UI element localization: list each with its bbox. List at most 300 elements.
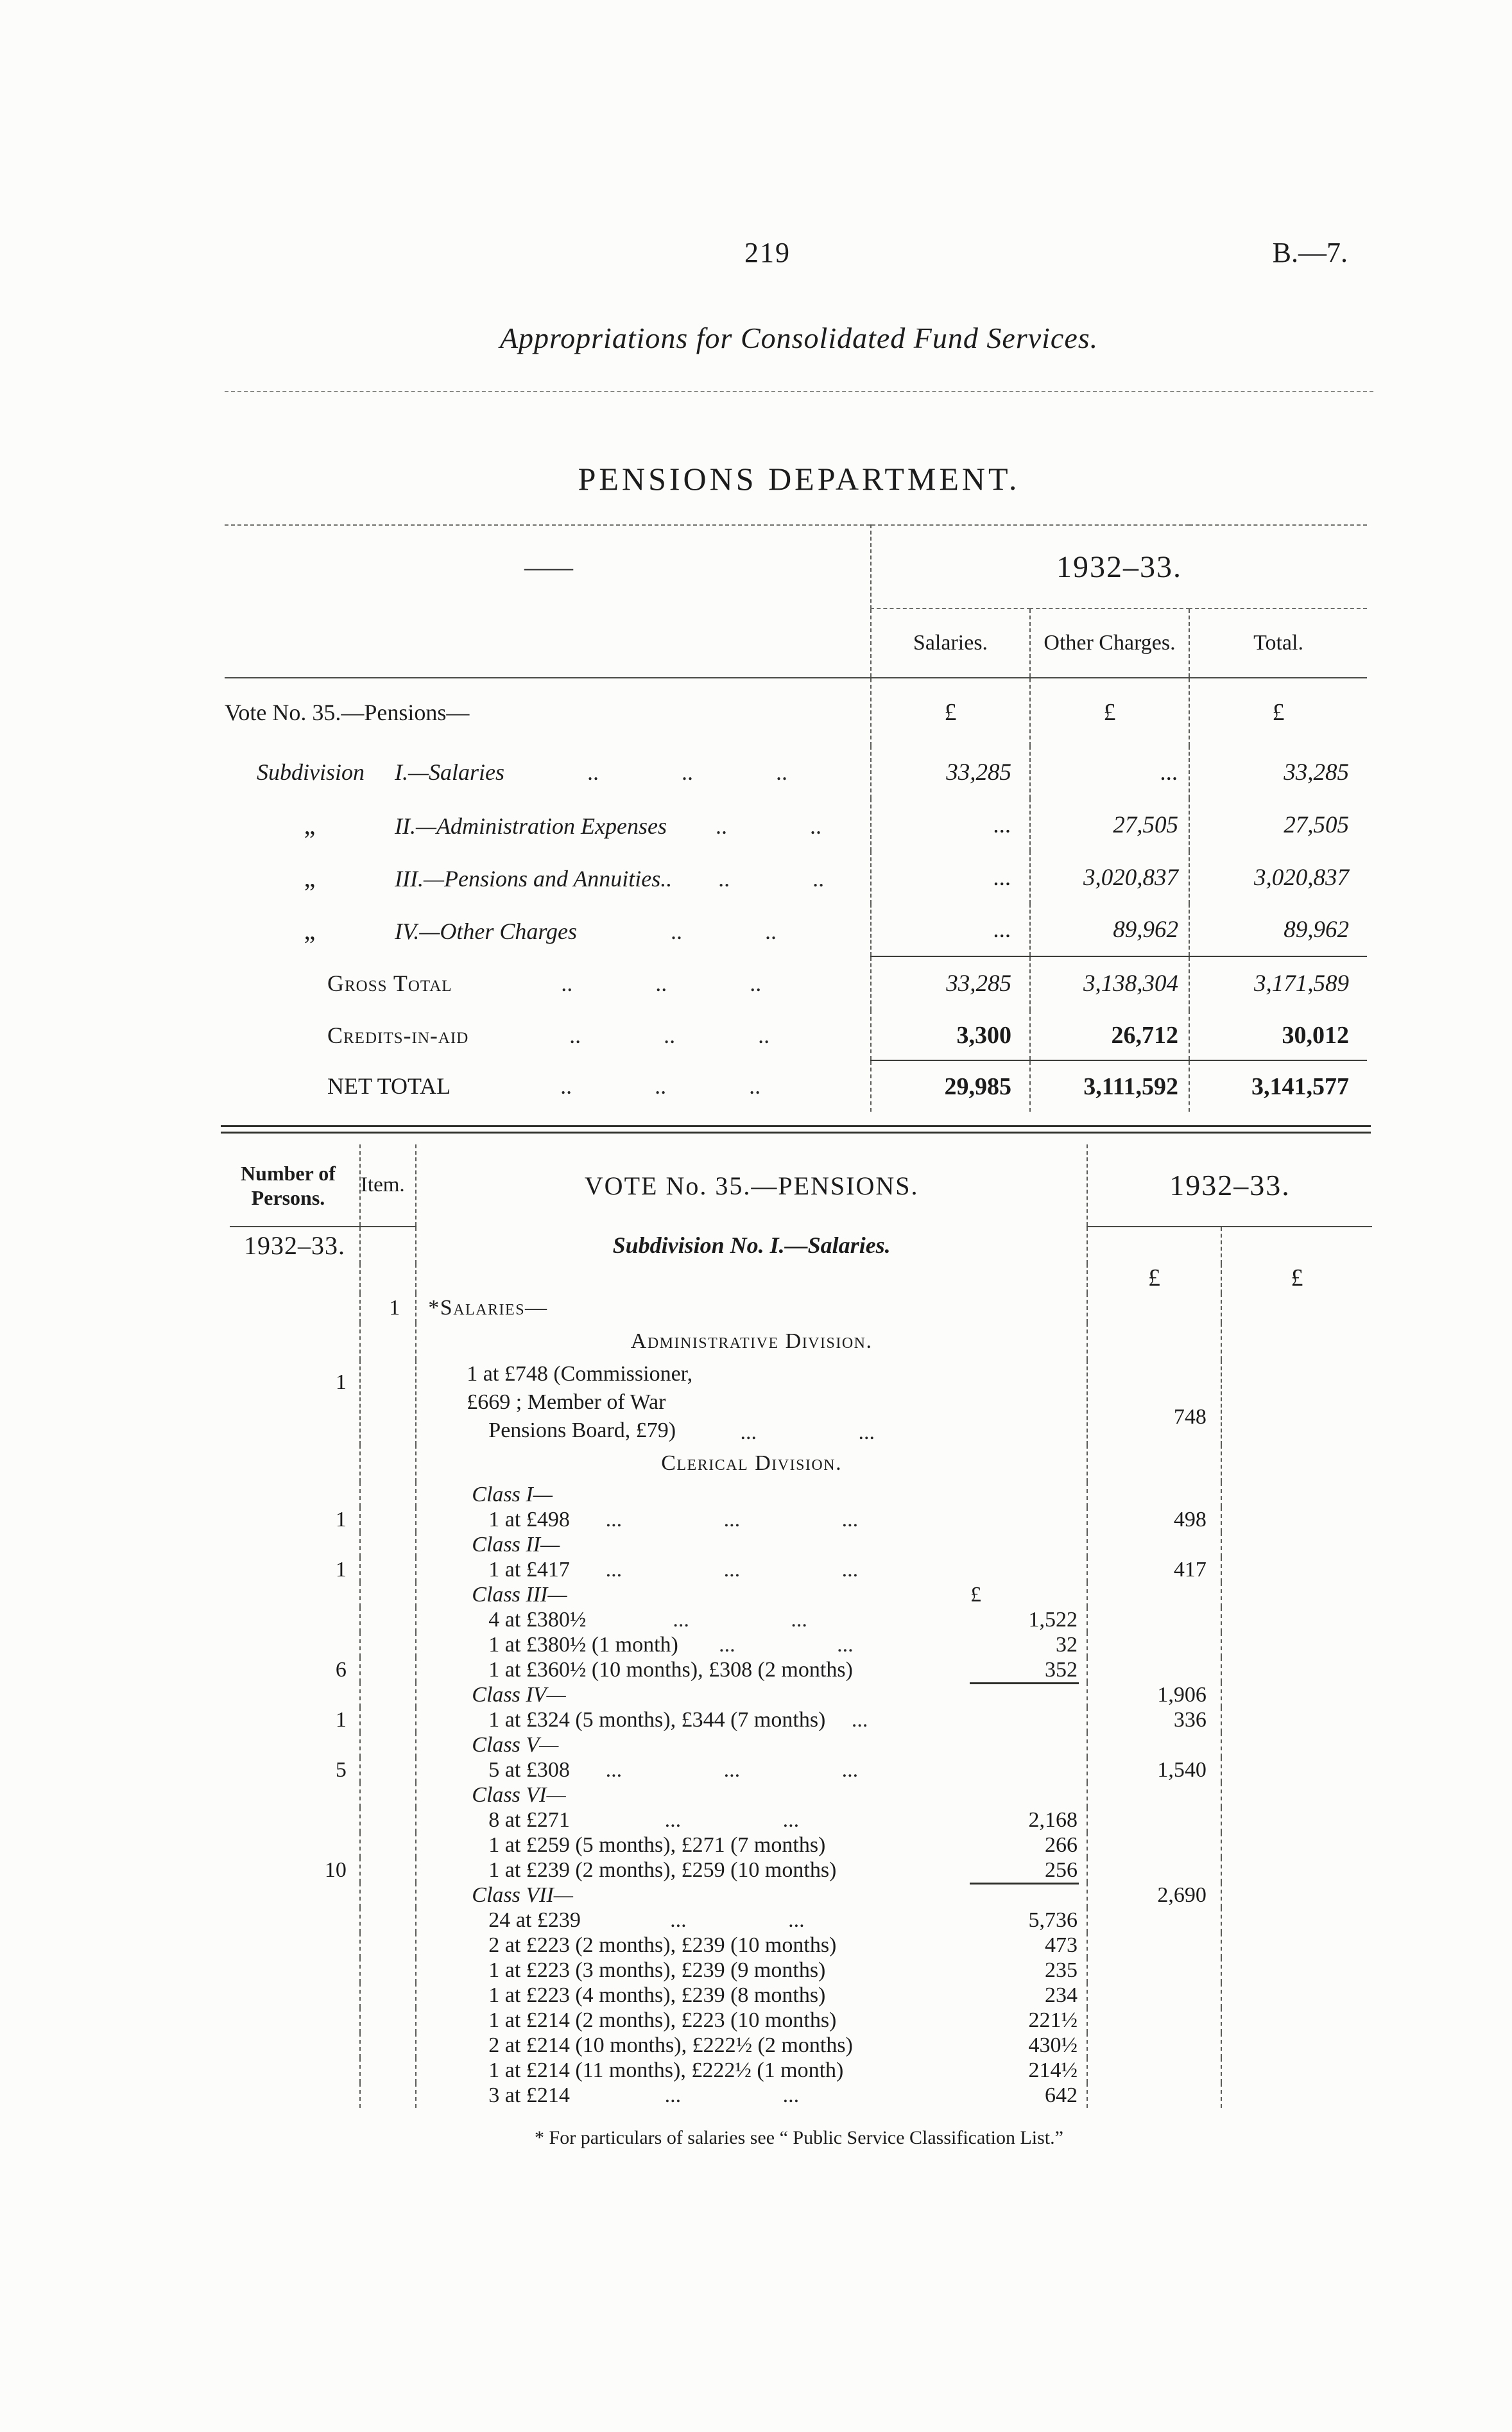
amount-1932-33 <box>1087 1807 1221 1833</box>
summary-table <box>225 524 1367 1112</box>
row-text: 2 at £214 (10 months), £222½ (2 months) <box>488 2033 853 2057</box>
amount-1932-33: 336 <box>1087 1707 1221 1732</box>
detail-year-header: 1932–33. <box>1087 1144 1372 1227</box>
item-number <box>360 1482 416 1507</box>
persons-count <box>230 1482 360 1507</box>
total-value: 89,962 <box>1189 904 1367 956</box>
table-row <box>230 1833 1372 1858</box>
amount-second-col <box>1221 1445 1372 1482</box>
summary-column-headers <box>225 608 1367 678</box>
description-cell <box>416 1557 1087 1582</box>
dot-leaders: ... ... ... <box>605 1507 859 1531</box>
amount-second-col <box>1221 1757 1372 1782</box>
item-number <box>360 1360 416 1445</box>
ditto-mark: „ <box>304 863 316 892</box>
dot-leaders: ... ... ... <box>605 1757 859 1782</box>
persons-count <box>230 1782 360 1807</box>
row-label: IV.—Other Charges <box>395 918 578 944</box>
inner-amount: 214½ <box>1028 2058 1078 2082</box>
description-cell <box>416 1293 1087 1323</box>
credits-in-aid-row <box>225 1010 1367 1060</box>
description-cell <box>416 2033 1087 2058</box>
amount-second-col <box>1221 1293 1372 1323</box>
item-number: 1 <box>360 1293 416 1323</box>
detail-vote-title: VOTE No. 35.—PENSIONS. <box>416 1144 1087 1227</box>
salaries-value: 33,285 <box>871 746 1030 798</box>
col-header-total: Total. <box>1189 608 1367 678</box>
item-number <box>360 1632 416 1657</box>
amount-1932-33 <box>1087 1732 1221 1757</box>
inner-amount: 221½ <box>1028 2008 1078 2032</box>
table-row <box>230 1908 1372 1933</box>
row-text: Clerical Division. <box>661 1451 843 1475</box>
gross-total-row <box>225 956 1367 1010</box>
vote-label: Vote No. 35.—Pensions— <box>225 699 470 725</box>
item-number <box>360 2008 416 2033</box>
amount-second-col <box>1221 1858 1372 1883</box>
table-row <box>225 851 1367 904</box>
persons-count <box>230 2033 360 2058</box>
dot-leaders: .. .. .. <box>587 759 787 785</box>
item-number <box>360 1657 416 1682</box>
inner-amount: 1,522 <box>1028 1607 1078 1632</box>
amount-second-col <box>1221 1360 1372 1445</box>
row-text: 2 at £223 (2 months), £239 (10 months) <box>488 1933 837 1957</box>
persons-count <box>230 1632 360 1657</box>
total-value: 3,020,837 <box>1189 851 1367 904</box>
row-text: 1 at £223 (3 months), £239 (9 months) <box>488 1958 826 1982</box>
inner-amount: 5,736 <box>1028 1908 1078 1932</box>
persons-count <box>230 1833 360 1858</box>
total-value: 3,171,589 <box>1189 956 1367 1010</box>
table-row <box>230 1507 1372 1532</box>
description-cell <box>416 1482 1087 1507</box>
amount-1932-33 <box>1087 1908 1221 1933</box>
sum-rule <box>970 1883 1079 1884</box>
amount-1932-33 <box>1087 1657 1221 1682</box>
description-cell <box>416 1933 1087 1958</box>
persons-count <box>230 2083 360 2108</box>
salaries-value: ... <box>871 798 1030 851</box>
dot-leaders: ... ... <box>673 1607 807 1632</box>
paper-reference: B.—7. <box>1272 237 1348 268</box>
total-value: 33,285 <box>1189 746 1367 798</box>
amount-1932-33 <box>1087 1532 1221 1557</box>
item-column-header: Item. <box>360 1144 416 1227</box>
total-value: 3,141,577 <box>1189 1060 1367 1112</box>
row-label: Credits-in-aid <box>327 1022 469 1048</box>
persons-count: 10 <box>324 1858 347 1882</box>
amount-1932-33 <box>1087 1293 1221 1323</box>
dot-leaders: .. .. .. <box>569 1022 770 1048</box>
table-row <box>225 746 1367 798</box>
item-number <box>360 1833 416 1858</box>
description-cell <box>416 1807 1087 1833</box>
inner-amount: 266 <box>1044 1833 1078 1857</box>
table-row <box>230 1858 1372 1883</box>
amount-second-col <box>1221 1557 1372 1582</box>
persons-count <box>230 1532 360 1557</box>
inner-amount: 256 <box>1044 1858 1078 1882</box>
table-row <box>230 1682 1372 1707</box>
amount-second-col <box>1221 2033 1372 2058</box>
item-number <box>360 1582 416 1607</box>
persons-count <box>230 1323 360 1360</box>
amount-1932-33 <box>1087 2008 1221 2033</box>
amount-second-col <box>1221 1532 1372 1557</box>
description-cell <box>416 1632 1087 1657</box>
row-text: Class II— <box>472 1532 560 1557</box>
table-row <box>230 1757 1372 1782</box>
item-number <box>360 1682 416 1707</box>
row-text: 1 at £223 (4 months), £239 (8 months) <box>488 1983 826 2007</box>
amount-second-col <box>1221 1958 1372 1983</box>
table-row <box>230 1958 1372 1983</box>
section-divider-rule <box>221 1125 1371 1134</box>
pound-sign: £ <box>1189 678 1367 746</box>
item-number <box>360 1908 416 1933</box>
item-number <box>360 1557 416 1582</box>
amount-1932-33 <box>1087 1482 1221 1507</box>
row-label: III.—Pensions and Annuities.. <box>395 865 673 892</box>
table-row <box>225 678 1367 746</box>
table-row <box>230 1482 1372 1507</box>
amount-1932-33 <box>1087 1607 1221 1632</box>
table-row <box>225 904 1367 956</box>
amount-1932-33 <box>1087 2083 1221 2108</box>
item-number <box>360 1883 416 1908</box>
ditto-mark: „ <box>304 915 316 945</box>
table-row <box>230 1933 1372 1958</box>
item-number <box>360 1445 416 1482</box>
description-cell <box>416 2058 1087 2083</box>
persons-count <box>230 1582 360 1607</box>
stub-dash: —— <box>524 553 571 582</box>
item-number <box>360 1323 416 1360</box>
other-charges-value: 3,138,304 <box>1030 956 1189 1010</box>
item-number <box>360 1983 416 2008</box>
amount-1932-33 <box>1087 1632 1221 1657</box>
page-number: 219 <box>744 237 791 268</box>
sum-rule <box>970 1682 1079 1684</box>
table-row <box>230 1883 1372 1908</box>
amount-1932-33 <box>1087 1958 1221 1983</box>
amount-1932-33: 1,906 <box>1087 1682 1221 1707</box>
page-header <box>225 236 1373 275</box>
dot-leaders: .. .. <box>718 865 825 892</box>
persons-count: 1 <box>335 1557 347 1582</box>
description-cell <box>416 1983 1087 2008</box>
dot-leaders: ... ... ... <box>605 1557 859 1582</box>
persons-count <box>230 1983 360 2008</box>
dot-leaders: .. .. .. <box>560 1073 761 1099</box>
row-text: Class IV— <box>472 1682 566 1707</box>
amount-second-col <box>1221 2008 1372 2033</box>
description-cell <box>416 1582 1087 1607</box>
inner-amount: 430½ <box>1028 2033 1078 2057</box>
item-number <box>360 1858 416 1883</box>
amount-1932-33 <box>1087 1858 1221 1883</box>
table-row <box>230 2058 1372 2083</box>
persons-year-label: 1932–33. <box>243 1231 345 1260</box>
persons-count <box>230 1933 360 1958</box>
subdivision-subtitle: Subdivision No. I.—Salaries. <box>416 1227 1087 1264</box>
total-value: 30,012 <box>1189 1010 1367 1060</box>
dot-leaders: .. .. <box>671 918 777 944</box>
table-row <box>230 2033 1372 2058</box>
amount-second-col <box>1221 1883 1372 1908</box>
summary-year-row <box>225 525 1367 608</box>
other-charges-value: 3,111,592 <box>1030 1060 1189 1112</box>
table-row <box>230 1732 1372 1757</box>
salaries-value: ... <box>871 851 1030 904</box>
row-text: Class V— <box>472 1732 559 1757</box>
item-number <box>360 1532 416 1557</box>
row-label: NET TOTAL <box>327 1073 451 1099</box>
dot-leaders: .. .. <box>715 813 821 839</box>
amount-1932-33 <box>1087 1782 1221 1807</box>
description-cell <box>416 2008 1087 2033</box>
table-row <box>230 1582 1372 1607</box>
amount-second-col <box>1221 1657 1372 1682</box>
row-text: 1 at £239 (2 months), £259 (10 months) <box>488 1858 837 1882</box>
row-text: 1 at £259 (5 months), £271 (7 months) <box>488 1833 826 1857</box>
table-row <box>230 1707 1372 1732</box>
row-text: Class I— <box>472 1482 553 1506</box>
description-cell <box>416 1657 1087 1682</box>
persons-count: 1 <box>335 1507 347 1531</box>
table-row <box>225 798 1367 851</box>
pound-header-row <box>230 1264 1372 1293</box>
row-text: Class VI— <box>472 1782 566 1807</box>
pound-sign: £ <box>1030 678 1189 746</box>
amount-second-col <box>1221 1983 1372 2008</box>
amount-1932-33: 417 <box>1087 1557 1221 1582</box>
pound-sign: £ <box>871 678 1030 746</box>
salaries-value: 29,985 <box>871 1060 1030 1112</box>
table-row <box>230 1293 1372 1323</box>
table-row <box>230 1983 1372 2008</box>
amount-second-col <box>1221 1707 1372 1732</box>
table-row <box>230 1360 1372 1445</box>
amount-second-col <box>1221 1582 1372 1607</box>
description-cell <box>416 1757 1087 1782</box>
row-text: 1 at £417 <box>488 1557 570 1582</box>
dot-leaders: ... ... <box>664 2083 800 2107</box>
detail-subheader-row <box>230 1227 1372 1264</box>
amount-second-col <box>1221 2058 1372 2083</box>
other-charges-value: 26,712 <box>1030 1010 1189 1060</box>
amount-second-col <box>1221 1833 1372 1858</box>
table-row <box>230 1807 1372 1833</box>
row-text: 1 at £748 (Commissioner, £669 ; Member of War Pensions Board, £79) <box>467 1362 693 1442</box>
net-total-row <box>225 1060 1367 1112</box>
other-charges-value: 27,505 <box>1030 798 1189 851</box>
row-text: 1 at £214 (11 months), £222½ (1 month) <box>488 2058 844 2082</box>
other-charges-value: 3,020,837 <box>1030 851 1189 904</box>
row-text: 8 at £271 <box>488 1807 570 1832</box>
inner-amount: 235 <box>1044 1958 1078 1982</box>
dot-leaders: ... ... <box>670 1908 805 1932</box>
row-label: I.—Salaries <box>395 759 504 785</box>
table-row <box>230 1323 1372 1360</box>
persons-count <box>230 1732 360 1757</box>
amount-1932-33 <box>1087 2033 1221 2058</box>
amount-second-col <box>1221 1682 1372 1707</box>
dot-leaders: .. .. .. <box>561 970 762 996</box>
col-header-other-charges: Other Charges. <box>1030 608 1189 678</box>
persons-count <box>230 1958 360 1983</box>
item-number <box>360 1732 416 1757</box>
amount-second-col <box>1221 1908 1372 1933</box>
table-row <box>230 1607 1372 1632</box>
description-cell <box>416 2083 1087 2108</box>
inner-amount: 32 <box>1055 1632 1078 1657</box>
inner-amount: 473 <box>1044 1933 1078 1957</box>
amount-1932-33 <box>1087 1445 1221 1482</box>
persons-count <box>230 2058 360 2083</box>
footnote: * For particulars of salaries see “ Public Service Classification List.” <box>535 2127 1063 2148</box>
amount-second-col <box>1221 1933 1372 1958</box>
amount-1932-33 <box>1087 1933 1221 1958</box>
row-text: Class III— <box>472 1582 567 1607</box>
description-cell <box>416 1682 1087 1707</box>
persons-count <box>230 1293 360 1323</box>
description-cell <box>416 1883 1087 1908</box>
persons-count <box>230 1883 360 1908</box>
row-text: 5 at £308 <box>488 1757 570 1782</box>
amount-1932-33: 1,540 <box>1087 1757 1221 1782</box>
row-label: II.—Administration Expenses <box>395 813 667 839</box>
table-row <box>230 2008 1372 2033</box>
row-text: 1 at £324 (5 months), £344 (7 months) <box>488 1707 826 1732</box>
table-row <box>230 1632 1372 1657</box>
inner-amount: 234 <box>1044 1983 1078 2007</box>
salaries-value: ... <box>871 904 1030 956</box>
department-heading: PENSIONS DEPARTMENT. <box>578 461 1020 497</box>
title-rule <box>225 391 1373 392</box>
summary-year-header: 1932–33. <box>871 525 1367 608</box>
item-number <box>360 2083 416 2108</box>
row-text: 3 at £214 <box>488 2083 570 2107</box>
amount-second-col <box>1221 1632 1372 1657</box>
row-label: Gross Total <box>327 970 452 996</box>
persons-count: 6 <box>335 1657 347 1682</box>
amount-1932-33: 498 <box>1087 1507 1221 1532</box>
item-number <box>360 1807 416 1833</box>
salaries-value: 33,285 <box>871 956 1030 1010</box>
description-cell <box>416 1607 1087 1632</box>
row-text: 1 at £214 (2 months), £223 (10 months) <box>488 2008 837 2032</box>
persons-count: 5 <box>335 1757 347 1782</box>
item-number <box>360 1507 416 1532</box>
salaries-value: 3,300 <box>871 1010 1030 1060</box>
amount-second-col <box>1221 1323 1372 1360</box>
description-cell <box>416 1958 1087 1983</box>
amount-1932-33: 748 <box>1087 1360 1221 1445</box>
ditto-mark: „ <box>304 810 316 840</box>
persons-count <box>230 2008 360 2033</box>
row-text: *Salaries— <box>428 1296 548 1320</box>
table-row <box>230 1782 1372 1807</box>
amount-1932-33 <box>1087 1323 1221 1360</box>
description-cell <box>416 1833 1087 1858</box>
dot-leaders: ... ... <box>664 1807 800 1832</box>
row-text: 4 at £380½ <box>488 1607 587 1632</box>
persons-count <box>230 1682 360 1707</box>
row-text: 1 at £380½ (1 month) <box>488 1632 678 1657</box>
other-charges-value: ... <box>1030 746 1189 798</box>
table-row <box>230 1557 1372 1582</box>
inner-amount: 2,168 <box>1028 1807 1078 1832</box>
persons-count <box>230 1607 360 1632</box>
description-cell <box>416 1908 1087 1933</box>
item-number <box>360 1958 416 1983</box>
persons-column-header: Number of Persons. <box>230 1144 360 1227</box>
amount-second-col <box>1221 1507 1372 1532</box>
description-cell <box>416 1782 1087 1807</box>
amount-1932-33: 2,690 <box>1087 1883 1221 1908</box>
item-number <box>360 1757 416 1782</box>
description-cell <box>416 1507 1087 1532</box>
col-header-salaries: Salaries. <box>871 608 1030 678</box>
pound-sign: £ <box>1221 1264 1372 1293</box>
total-value: 27,505 <box>1189 798 1367 851</box>
amount-1932-33 <box>1087 1983 1221 2008</box>
inner-pound-sign: £ <box>970 1582 981 1607</box>
row-text: 1 at £498 <box>488 1507 570 1531</box>
persons-count <box>230 1807 360 1833</box>
row-prefix: Subdivision <box>257 759 365 785</box>
detail-header-row <box>230 1144 1372 1227</box>
item-number <box>360 1707 416 1732</box>
dot-leaders: ... ... <box>740 1420 875 1444</box>
description-cell <box>416 1445 1087 1482</box>
row-text: Administrative Division. <box>630 1329 873 1353</box>
persons-count <box>230 1908 360 1933</box>
doc-title: Appropriations for Consolidated Fund Services. <box>499 322 1099 354</box>
amount-1932-33 <box>1087 1582 1221 1607</box>
amount-second-col <box>1221 1482 1372 1507</box>
amount-1932-33 <box>1087 1833 1221 1858</box>
description-cell <box>416 1323 1087 1360</box>
table-row <box>230 1532 1372 1557</box>
inner-amount: 642 <box>1044 2083 1078 2107</box>
inner-amount: 352 <box>1044 1657 1078 1682</box>
amount-second-col <box>1221 1807 1372 1833</box>
item-number <box>360 2033 416 2058</box>
description-cell <box>416 1707 1087 1732</box>
amount-second-col <box>1221 1782 1372 1807</box>
description-cell <box>416 1360 1087 1445</box>
item-number <box>360 1607 416 1632</box>
table-row <box>230 1445 1372 1482</box>
item-number <box>360 1782 416 1807</box>
dot-leaders: ... ... <box>719 1632 854 1657</box>
row-text: Class VII— <box>472 1883 574 1907</box>
description-cell <box>416 1858 1087 1883</box>
amount-second-col <box>1221 2083 1372 2108</box>
table-row <box>230 2083 1372 2108</box>
persons-count: 1 <box>335 1707 347 1732</box>
other-charges-value: 89,962 <box>1030 904 1189 956</box>
item-number <box>360 2058 416 2083</box>
item-number <box>360 1933 416 1958</box>
amount-1932-33 <box>1087 2058 1221 2083</box>
description-cell <box>416 1532 1087 1557</box>
amount-second-col <box>1221 1732 1372 1757</box>
amount-second-col <box>1221 1607 1372 1632</box>
